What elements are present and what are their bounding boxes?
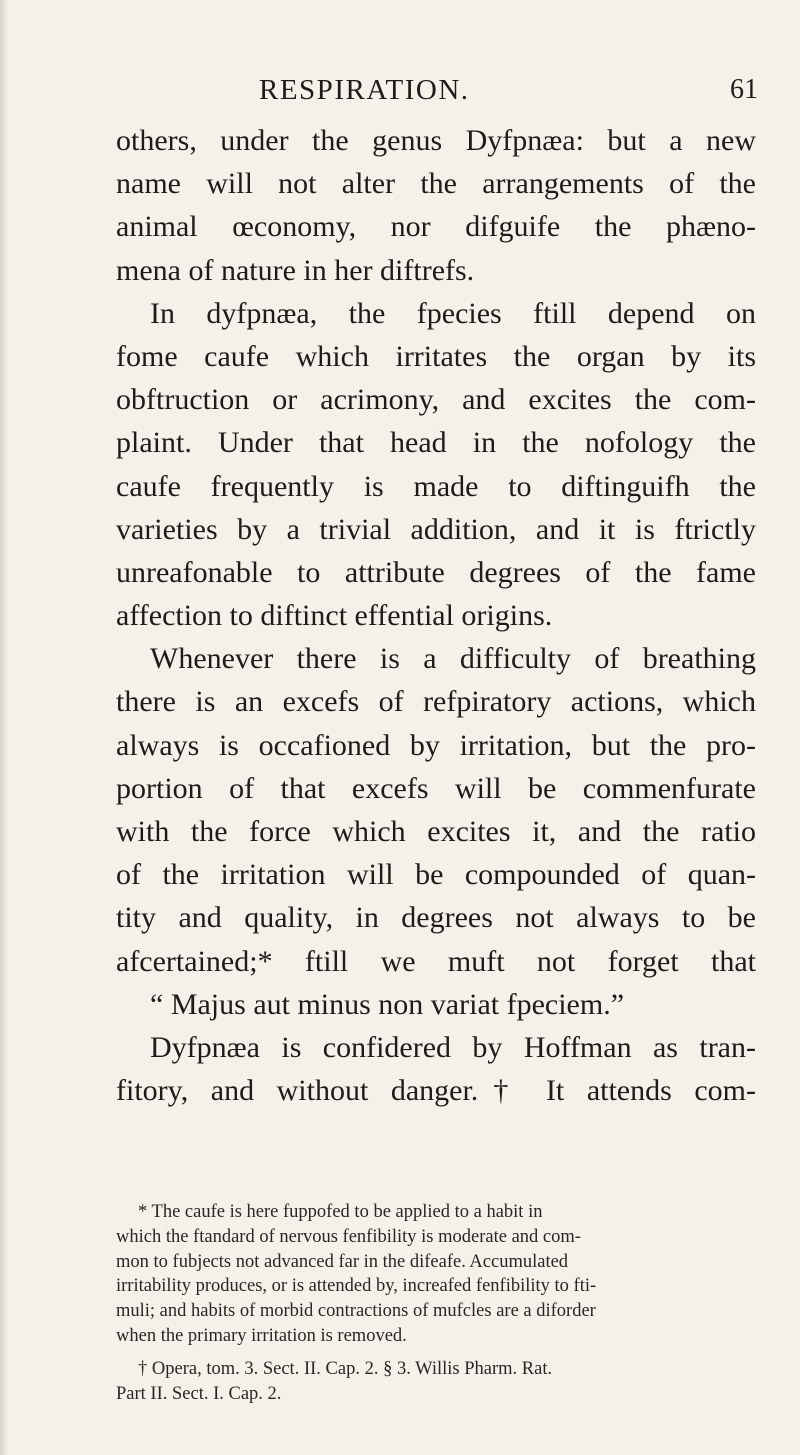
- text-line: affection to diftinct effential origins.: [116, 599, 553, 633]
- page-gutter-shadow: [0, 0, 8, 1455]
- footnote-line: mon to fubjects not advanced far in the difeafe. Accumulated: [116, 1251, 569, 1272]
- footnote-line: when the primary irritation is removed.: [116, 1325, 407, 1346]
- footnote-line: Part II. Sect. I. Cap. 2.: [116, 1383, 282, 1404]
- text-line: fome caufe which irritates the organ by its: [116, 339, 756, 373]
- text-line: caufe frequently is made to diftinguifh the: [116, 469, 756, 503]
- footnote-line: muli; and habits of morbid contractions of mufcles are a diforder: [116, 1301, 596, 1322]
- footnote-line: † Opera, tom. 3. Sect. II. Cap. 2. § 3. Willis Pharm. Rat.: [138, 1358, 553, 1379]
- text-line: name will not alter the arrangements of the: [116, 167, 756, 201]
- text-line: tity and quality, in degrees not always to be: [116, 901, 756, 935]
- running-head-title: RESPIRATION.: [259, 74, 470, 106]
- page-number: 61: [730, 74, 758, 105]
- text-line: fitory, and without danger.† It attends com-: [116, 1074, 756, 1108]
- text-line: portion of that excefs will be commenfurate: [116, 771, 756, 805]
- text-line: always is occafioned by irritation, but the pro-: [116, 728, 756, 762]
- footnote-line: which the ftandard of nervous fenfibility is moderate and com-: [116, 1226, 581, 1247]
- text-line: obftruction or acrimony, and excites the com-: [116, 383, 756, 417]
- text-line: Whenever there is a difficulty of breathing: [150, 642, 756, 676]
- running-head: [0, 74, 800, 114]
- text-line: afcertained;* ftill we muft not forget that: [116, 944, 756, 978]
- text-line: there is an excefs of refpiratory actions, which: [116, 685, 756, 719]
- text-line: of the irritation will be compounded of quan-: [116, 858, 756, 892]
- text-line: plaint. Under that head in the nofology the: [116, 426, 756, 460]
- text-line: animal œconomy, nor difguife the phæno-: [116, 210, 756, 244]
- text-line: with the force which excites it, and the ratio: [116, 815, 756, 848]
- text-line: unreafonable to attribute degrees of the fame: [116, 555, 756, 589]
- body-text: [116, 119, 756, 1112]
- footnote-line: * The caufe is here fuppofed to be applied to a habit in: [138, 1202, 543, 1222]
- footnotes: [116, 1200, 756, 1406]
- text-line: others, under the genus Dyfpnæa: but a new: [116, 124, 756, 157]
- text-line: Dyfpnæa is confidered by Hoffman as tran-: [150, 1030, 756, 1064]
- text-line: varieties by a trivial addition, and it is ftrictly: [116, 512, 756, 546]
- text-line: In dyfpnæa, the fpecies ftill depend on: [150, 296, 756, 330]
- footnote-line: irritability produces, or is attended by, increafed fenfibility to fti-: [116, 1276, 597, 1297]
- text-line: mena of nature in her diftrefs.: [116, 253, 475, 287]
- text-line: “ Majus aut minus non variat fpeciem.”: [150, 987, 625, 1021]
